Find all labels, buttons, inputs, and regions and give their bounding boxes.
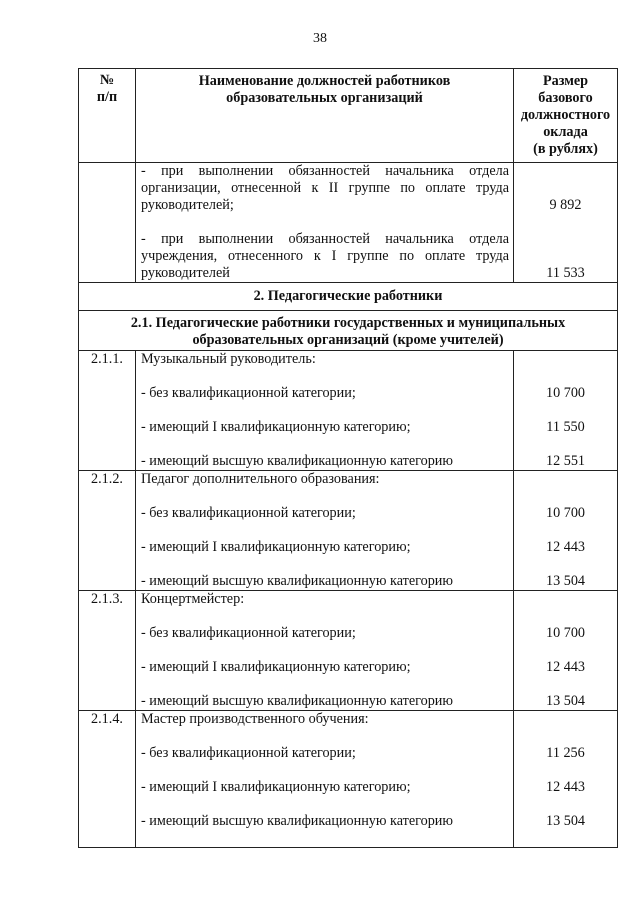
salary-value: 12 443 <box>545 659 585 675</box>
salary-value: 10 700 <box>545 385 585 401</box>
category-label: - имеющий I квалификационную категорию; <box>141 419 411 435</box>
category-label: - имеющий высшую квалификационную категорию <box>141 813 453 829</box>
salary-value: 13 504 <box>545 573 585 589</box>
duty-description-cell <box>136 163 514 283</box>
values-cell <box>514 471 618 591</box>
category-label: - без квалификационной категории; <box>141 745 356 761</box>
header-salary-line: оклада <box>543 124 588 140</box>
salary-value: 11 550 <box>546 419 585 435</box>
table-row <box>79 163 618 283</box>
table-row <box>79 591 618 711</box>
values-cell <box>514 591 618 711</box>
position-cell <box>136 351 514 471</box>
salary-table <box>78 68 618 848</box>
header-name-line: Наименование должностей работников <box>198 73 451 89</box>
salary-value: 10 700 <box>545 505 585 521</box>
empty-num-cell <box>79 163 136 283</box>
position-cell <box>136 471 514 591</box>
salary-value: 11 256 <box>546 745 585 761</box>
position-title: Мастер производственного обучения: <box>141 711 369 727</box>
page-number: 38 <box>313 31 327 46</box>
row-number: 2.1.1. <box>79 351 136 471</box>
salary-value: 11 533 <box>546 265 585 281</box>
row-number: 2.1.4. <box>79 711 136 848</box>
header-salary <box>514 69 618 163</box>
header-salary-line: (в рублях) <box>533 141 598 157</box>
salary-value: 12 443 <box>545 779 585 795</box>
header-salary-line: базового <box>538 90 593 106</box>
category-label: - имеющий I квалификационную категорию; <box>141 659 411 675</box>
duty-line: руководителей; <box>141 197 234 213</box>
duty-line: руководителей <box>141 265 230 281</box>
section-2-1-line: 2.1. Педагогические работники государственных и муниципальных <box>130 315 566 331</box>
salary-value: 10 700 <box>545 625 585 641</box>
category-label: - имеющий высшую квалификационную категорию <box>141 453 453 469</box>
salary-value: 13 504 <box>545 693 585 709</box>
values-cell <box>514 351 618 471</box>
duty-line: учреждения, отнесенного к I группе по оплате труда <box>141 248 509 264</box>
table-row <box>79 711 618 848</box>
header-num <box>79 69 136 163</box>
position-title: Концертмейстер: <box>141 591 245 607</box>
header-salary-line: Размер <box>542 73 589 89</box>
header-name <box>136 69 514 163</box>
section-row <box>79 311 618 351</box>
category-label: - имеющий высшую квалификационную категорию <box>141 693 453 709</box>
category-label: - имеющий I квалификационную категорию; <box>141 539 411 555</box>
values-cell <box>514 711 618 848</box>
category-label: - без квалификационной категории; <box>141 505 356 521</box>
row-number: 2.1.2. <box>79 471 136 591</box>
duty-values-cell <box>514 163 618 283</box>
row-number: 2.1.3. <box>79 591 136 711</box>
salary-value: 12 443 <box>545 539 585 555</box>
section-2-heading: 2. Педагогические работники <box>79 283 618 311</box>
header-salary-line: должностного <box>520 107 611 123</box>
duty-line: организации, отнесенной к II группе по оплате труда <box>141 180 509 196</box>
table-header-row <box>79 69 618 163</box>
table-row <box>79 471 618 591</box>
position-cell <box>136 591 514 711</box>
position-cell <box>136 711 514 848</box>
table-row <box>79 351 618 471</box>
duty-line: - при выполнении обязанностей начальника отдела <box>141 231 509 247</box>
section-2-1-line: образовательных организаций (кроме учителей) <box>192 332 504 348</box>
salary-value: 13 504 <box>545 813 585 829</box>
position-title: Музыкальный руководитель: <box>141 351 316 367</box>
salary-value: 12 551 <box>545 453 585 469</box>
header-num-line: п/п <box>96 89 118 105</box>
category-label: - имеющий I квалификационную категорию; <box>141 779 411 795</box>
category-label: - имеющий высшую квалификационную категорию <box>141 573 453 589</box>
section-2-1-heading <box>79 311 618 351</box>
category-label: - без квалификационной категории; <box>141 385 356 401</box>
header-num-line: № <box>99 72 115 88</box>
duty-line: - при выполнении обязанностей начальника отдела <box>141 163 509 179</box>
position-title: Педагог дополнительного образования: <box>141 471 380 487</box>
salary-value: 9 892 <box>549 197 582 213</box>
section-row <box>79 283 618 311</box>
category-label: - без квалификационной категории; <box>141 625 356 641</box>
header-name-line: образовательных организаций <box>226 90 423 106</box>
